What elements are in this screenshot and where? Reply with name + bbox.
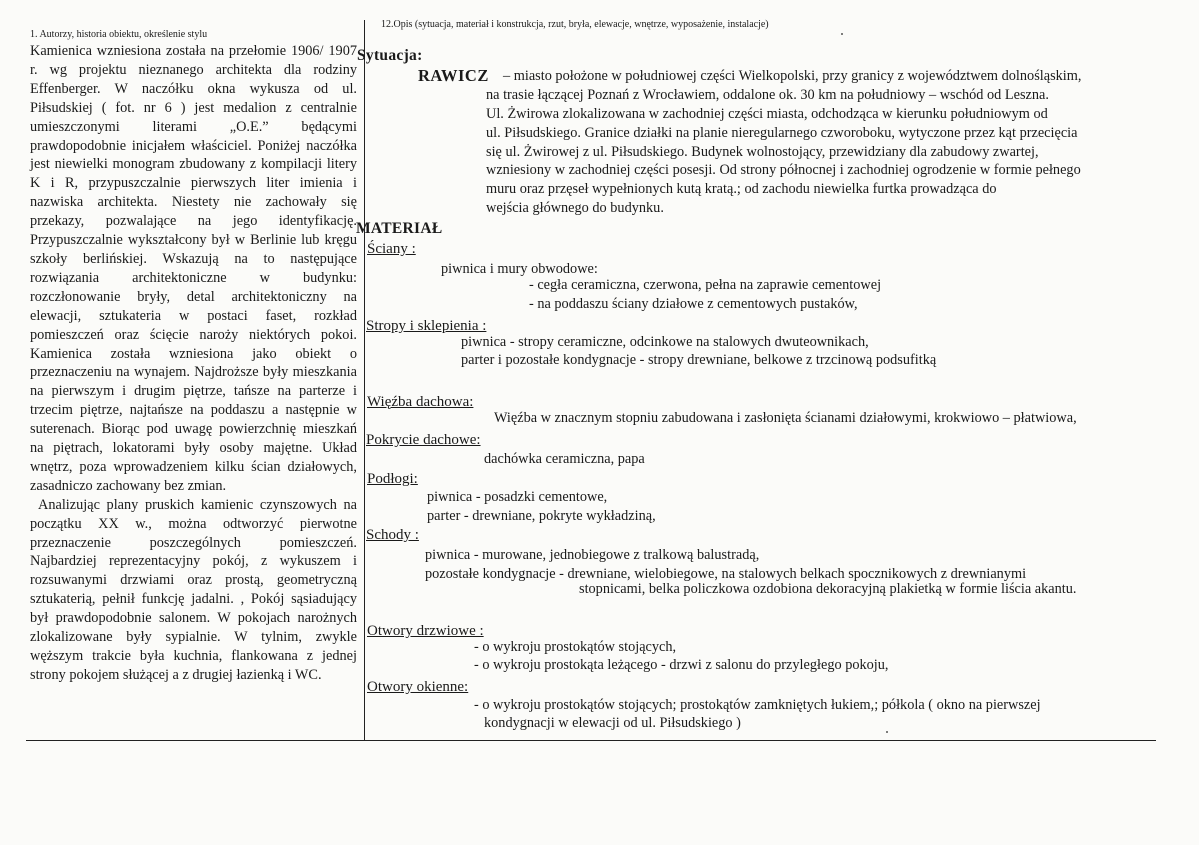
walls-line: - na poddaszu ściany działowe z cementowych pustaków, xyxy=(529,296,858,312)
stairs-line: pozostałe kondygnacje - drewniane, wielobiegowe, na stalowych belkach spocznikowych z drewnianymi xyxy=(425,566,1027,582)
floors-line: parter - drewniane, pokryte wykładziną, xyxy=(427,508,656,524)
floors-line: piwnica - posadzki cementowe, xyxy=(427,489,608,505)
city-description: – miasto położone w południowej części Wielkopolski, przy granicy z województwem dolnośląskim, xyxy=(503,68,1082,84)
history-paragraph-2: Analizując plany pruskich kamienic czynszowych na początku XX w., można odtworzyć pierwotne przeznaczenie poszczególnych pomieszczeń. Najbardziej reprezentacyjny pokój, z wykuszem i rozsuwanymi drzwiami oraz prostą, geometryczną sztukaterią, pełnił funkcję jadalni. , Pokój sąsiadujący był prawdopodobnie salonem. W pokojach narożnych zlokalizowane były sypialnie. W tylnim, zwykle węższym trakcie była kuchnia, flankowana z jednej strony pokojem służącej a z drugiej łazienką i WC. xyxy=(30,496,357,683)
situation-line: się ul. Żwirowej z ul. Piłsudskiego. Budynek wolnostojący, przewidziany dla zabudowy zwartej, xyxy=(486,144,1039,160)
ceilings-line: piwnica - stropy ceramiczne, odcinkowe na stalowych dwuteownikach, xyxy=(461,334,869,350)
window-openings-line: kondygnacji w elewacji od ul. Piłsudskiego ) xyxy=(484,715,741,731)
walls-line: - cegła ceramiczna, czerwona, pełna na zaprawie cementowej xyxy=(529,277,882,293)
stairs-line: stopnicami, belka policzkowa ozdobiona dekoracyjną plakietką w formie liścia akantu. xyxy=(579,581,1077,597)
scan-speck xyxy=(886,731,888,733)
stairs-line: piwnica - murowane, jednobiegowe z tralkową balustradą, xyxy=(425,547,760,563)
history-text xyxy=(30,42,357,685)
right-column-header: 12.Opis (sytuacja, materiał i konstrukcja, rzut, bryła, elewacje, wnętrze, wyposażenie, instalacje) xyxy=(381,19,769,30)
situation-line: muru oraz przęseł wypełnionych kutą kratą.; od zachodu niewielka furtka prowadząca do xyxy=(486,181,997,197)
subsection-walls: Ściany : xyxy=(367,241,416,257)
situation-line: ul. Piłsudskiego. Granice działki na planie nieregularnego czworoboku, wytyczone przez kąt przecięcia xyxy=(486,125,1078,141)
section-title-sytuacja: Sytuacja: xyxy=(357,47,423,64)
section-title-material: MATERIAŁ xyxy=(356,220,443,237)
situation-line: Ul. Żwirowa zlokalizowana w zachodniej części miasta, odchodząca w kierunku południowym od xyxy=(486,106,1048,122)
column-divider xyxy=(364,20,365,740)
bottom-rule xyxy=(26,740,1156,741)
ceilings-line: parter i pozostałe kondygnacje - stropy drewniane, belkowe z trzcinową podsufitką xyxy=(461,352,937,368)
city-location: na trasie łączącej Poznań z Wrocławiem, oddalone ok. 30 km na południowy – wschód od Leszna. xyxy=(486,87,1049,103)
subsection-ceilings: Stropy i sklepienia : xyxy=(366,318,487,334)
subsection-floors: Podłogi: xyxy=(367,471,418,487)
roofing-text: dachówka ceramiczna, papa xyxy=(484,451,645,467)
door-openings-line: - o wykroju prostokątów stojących, xyxy=(474,639,677,655)
scan-speck xyxy=(841,33,843,35)
left-column-header: 1. Autorzy, historia obiektu, określenie stylu xyxy=(30,29,208,40)
situation-line: wejścia głównego do budynku. xyxy=(486,200,664,216)
window-openings-line: - o wykroju prostokątów stojących; prostokątów zamkniętych łukiem,; półkola ( okno na pierwszej xyxy=(474,697,1041,713)
subsection-door-openings: Otwory drzwiowe : xyxy=(367,623,484,639)
situation-line: wzniesiony w zachodniej części posesji. Od strony północnej i zachodniej ogrodzenie w formie pełnego xyxy=(486,162,1081,178)
subsection-stairs: Schody : xyxy=(366,527,419,543)
subsection-roofing: Pokrycie dachowe: xyxy=(366,432,481,448)
subsection-roof-truss: Więźba dachowa: xyxy=(367,394,474,410)
city-name: RAWICZ xyxy=(418,66,489,85)
roof-truss-text: Więźba w znacznym stopniu zabudowana i zasłonięta ścianami działowymi, krokwiowo – płatwiowa, xyxy=(494,410,1077,426)
subsection-window-openings: Otwory okienne: xyxy=(367,679,469,695)
walls-line: piwnica i mury obwodowe: xyxy=(441,261,598,277)
door-openings-line: - o wykroju prostokąta leżącego - drzwi z salonu do przyległego pokoju, xyxy=(474,657,889,673)
history-paragraph-1: Kamienica wzniesiona została na przełomie 1906/ 1907 r. wg projektu nieznanego architekta dla rodziny Effenberger. W naczółku okna wykusza od ul. Piłsudskiej ( fot. nr 6 ) jest medalion z centralnie umieszczonymi literami „O.E.” będącymi prawdopodobnie inicjałem właściciel. Poniżej naczółka jest niewielki monogram zbudowany z kompilacji litery K i R, przypuszczalnie pierwszych liter imienia i nazwiska architekta. Niestety nie zachowały się przekazy, pozwalające na jego identyfikację. Przypuszczalnie wykształcony był w Berlinie lub kręgu szkoły berlińskiej. Wskazują na to następujące rozwiązania architektoniczne w budynku: rozczłonowanie bryły, detal architektoniczny na elewacji, sztukateria w postaci faset, rozkład pomieszczeń oraz ścięcie naroży niektórych pokoi. Kamienica została wzniesiona jako obiekt o przeznaczeniu na wynajem. Najdroższe były mieszkania na pierwszym i drugim piętrze, tańsze na parterze i trzecim piętrze, najtańsze na poddaszu a następnie w suterenach. Biorąc pod uwagę powierzchnię mieszkań na piętrach, lokatorami były osoby majętne. Układ wnętrz, poza wprowadzeniem kilku ścian działowych, zasadniczo zachowany bez zmian. xyxy=(30,43,357,494)
